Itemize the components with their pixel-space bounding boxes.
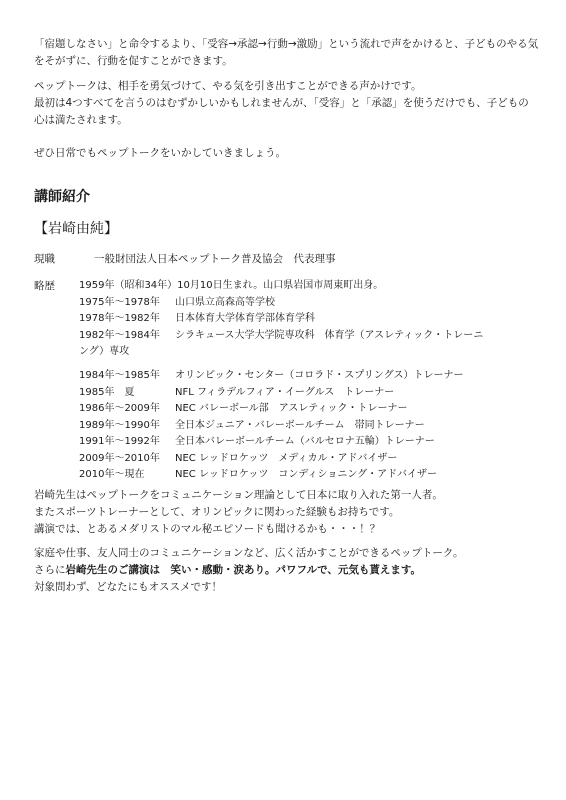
intro-paragraph-2 <box>34 78 539 129</box>
intro-text-1: 「宿題しなさい」と命令するより、「受容→承認→行動→激励」という流れで声をかけると、子どものやる気をそがずに、行動を促すことができます。 <box>34 38 539 67</box>
career-text: NFL フィラデルフィア・イーグルス トレーナー <box>175 386 395 398</box>
career-date: 1989年～1990年 <box>79 419 160 431</box>
intro-paragraph-3 <box>34 145 539 162</box>
closing-line-4: 家庭や仕事、友人同士のコミュニケーションなど、広く活かすことができるペップトーク。 <box>34 547 464 559</box>
closing-line-2: またスポーツトレーナーとして、オリンピックに関わった経験もお持ちです。 <box>34 506 400 518</box>
closing-highlight: 岩崎先生のご講演は 笑い・感動・涙あり。パワフルで、元気も貰えます。 <box>65 564 422 576</box>
intro-text-2a: ペップトークは、相手を勇気づけて、やる気を引き出すことができる声かけです。 <box>34 80 422 92</box>
closing-line-6: 対象問わず、どなたにもオススメです！ <box>34 581 223 593</box>
position-value: 一般財団法人日本ペップトーク普及協会 代表理事 <box>94 253 336 265</box>
career-date: 1986年～2009年 <box>79 403 160 414</box>
closing-paragraph-2 <box>34 545 544 596</box>
career-date: 1984年～1985年 <box>79 370 160 381</box>
career-text: NEC レッドロケッツ コンディショニング・アドバイザー <box>175 469 437 480</box>
career-text: 全日本バレーボールチーム（バルセロナ五輪）トレーナー <box>175 436 435 447</box>
education-text: シラキュース大学大学院専攻科 体育学（アスレティック・トレーニ <box>175 329 484 341</box>
career-text: 全日本ジュニア・バレーボールチーム 帯同トレーナー <box>175 419 425 431</box>
intro-text-3: ぜひ日常でもペップトークをいかしていきましょう。 <box>34 147 286 159</box>
education-birth: 1959年（昭和34年）10月10日生まれ。山口県岩国市周東町出身。 <box>79 280 384 291</box>
career-date: 1991年～1992年 <box>79 436 160 447</box>
career-date: 2009年～2010年 <box>79 452 160 464</box>
career-text: NEC レッドロケッツ メディカル・アドバイザー <box>175 452 398 464</box>
education-date: 1978年～1982年 <box>79 313 160 324</box>
lecturer-name: 【岩崎由純】 <box>34 221 118 237</box>
education-date: 1982年～1984年 <box>79 329 160 341</box>
history-label: 略歴 <box>34 280 55 292</box>
education-date: 1975年～1978年 <box>79 296 160 308</box>
intro-paragraph-1 <box>34 36 539 70</box>
career-text: オリンピック・センター（コロラド・スプリングス）トレーナー <box>175 370 464 381</box>
education-continuation: ング）専攻 <box>79 346 130 357</box>
closing-line-1: 岩崎先生はペップトークをコミュニケーション理論として日本に取り入れた第一人者。 <box>34 489 443 501</box>
closing-line-5-prefix: さらに <box>34 564 66 576</box>
closing-line-5 <box>34 562 544 579</box>
closing-paragraph-1 <box>34 487 544 538</box>
intro-text-2b: 最初は4つすべてを言うのはむずかしいかもしれませんが、「受容」と「承認」を使うだけでも、子どもの心は満たされます。 <box>34 97 529 126</box>
career-date: 2010年～現在 <box>79 469 145 480</box>
education-text: 日本体育大学体育学部体育学科 <box>175 313 315 324</box>
section-heading: 講師紹介 <box>34 189 90 205</box>
education-text: 山口県立高森高等学校 <box>175 296 275 308</box>
career-text: NEC バレーボール部 アスレティック・トレーナー <box>175 403 408 414</box>
career-date: 1985年 夏 <box>79 386 135 398</box>
position-label: 現職 <box>34 253 55 265</box>
closing-line-3: 講演では、とあるメダリストのマル秘エピソードも聞けるかも・・・！？ <box>34 523 381 535</box>
